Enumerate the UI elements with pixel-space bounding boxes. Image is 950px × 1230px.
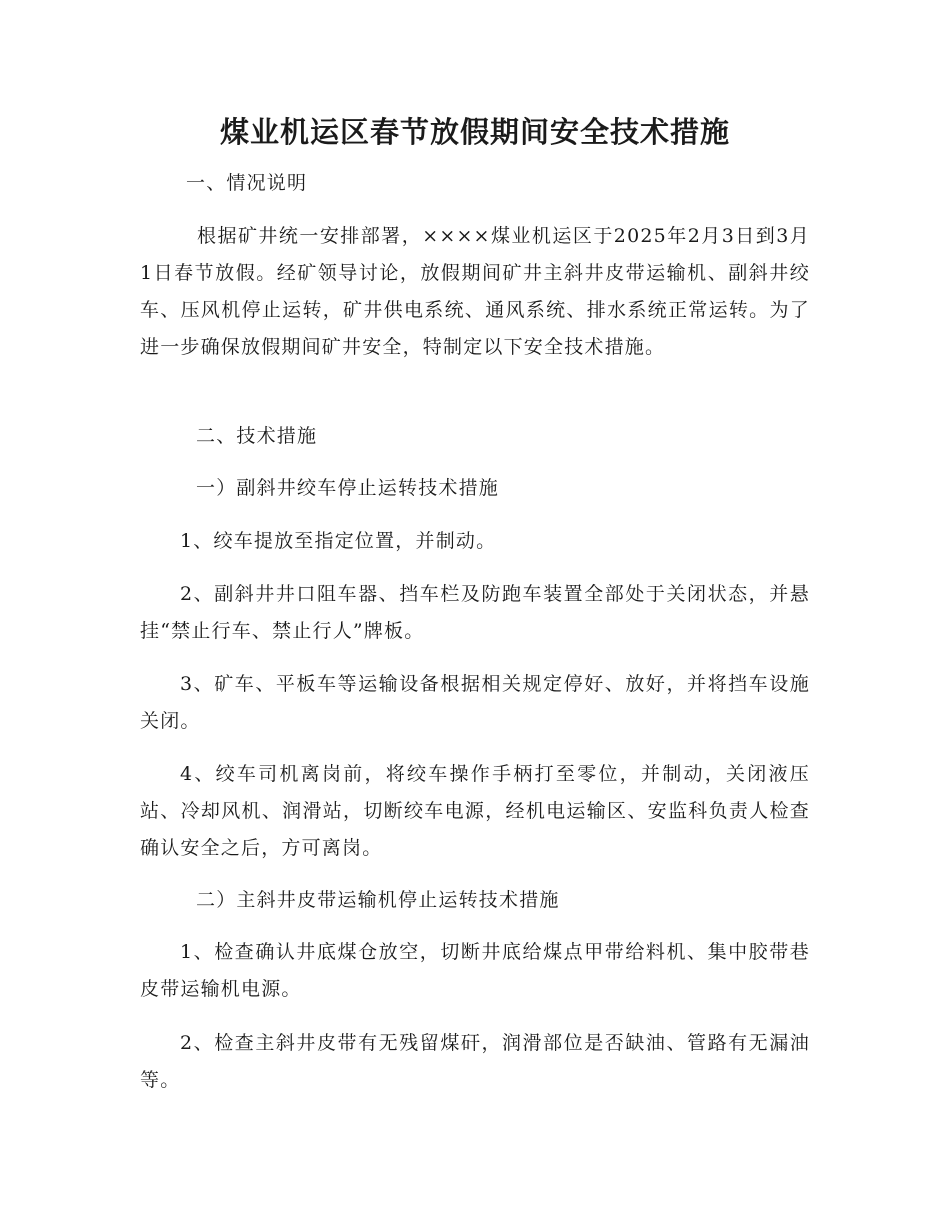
section-heading-situation: 一、情况说明 [186,172,308,194]
situation-paragraph: 根据矿井统一安排部署，××××煤业机运区于2025年2月3日到3月1日春节放假。经矿领导讨论，放假期间矿井主斜井皮带运输机、副斜井绞车、压风机停止运转，矿井供电系统、通风系统、排水系统正常运转。为了进一步确保放假期间矿井安全，特制定以下安全技术措施。 [140,225,810,358]
list-item: 2、副斜井井口阻车器、挡车栏及防跑车装置全部处于关闭状态，并悬挂“禁止行车、禁止行人”牌板。 [140,583,810,642]
list-item: 2、检查主斜井皮带有无残留煤矸，润滑部位是否缺油、管路有无漏油等。 [140,1032,810,1091]
document-title: 煤业机运区春节放假期间安全技术措施 [219,115,730,149]
subsection-heading-belt: 二）主斜井皮带运输机停止运转技术措施 [196,889,560,911]
list-item: 3、矿车、平板车等运输设备根据相关规定停好、放好，并将挡车设施关闭。 [140,673,810,732]
list-item: 4、绞车司机离岗前，将绞车操作手柄打至零位，并制动，关闭液压站、冷却风机、润滑站，切断绞车电源，经机电运输区、安监科负责人检查确认安全之后，方可离岗。 [140,763,810,859]
subsection-heading-winch: 一）副斜井绞车停止运转技术措施 [196,477,500,499]
section-heading-measures: 二、技术措施 [196,425,318,447]
list-item: 1、检查确认井底煤仓放空，切断井底给煤点甲带给料机、集中胶带巷皮带运输机电源。 [140,941,810,1000]
list-item: 1、绞车提放至指定位置，并制动。 [180,530,497,552]
